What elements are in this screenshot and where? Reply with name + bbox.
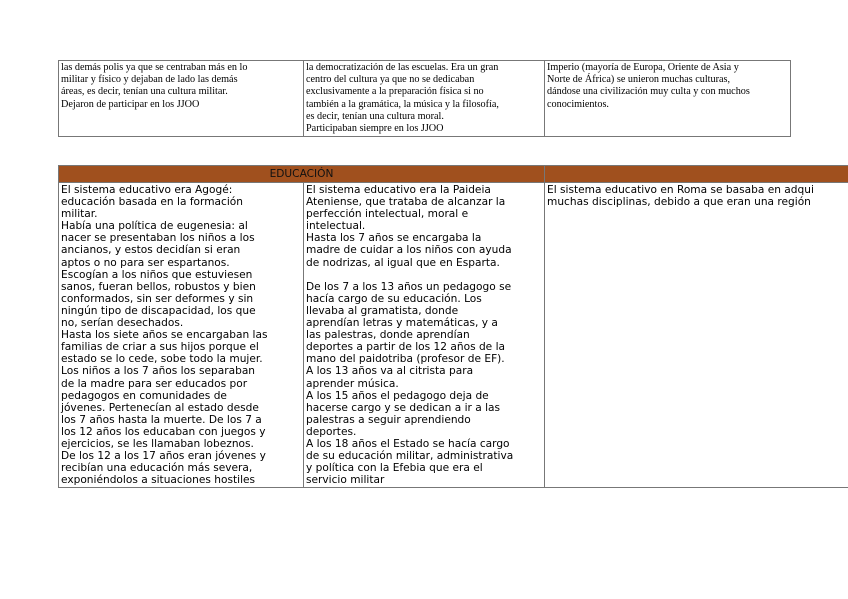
education-header-row [59,166,848,183]
rome-education-line-1: El sistema educativo en Roma se basaba en adqui [547,184,814,196]
rome-culture-cell: Imperio (mayoría de Europa, Oriente de Asia y Norte de África) se unieron muchas culturas, dándose una civilización muy culta y con muchos conocimientos. [545,61,791,137]
education-header-right [545,166,848,183]
table-row [59,183,848,488]
sparta-education-cell: El sistema educativo era Agogé: educación basada en la formación militar. Había una política de eugenesia: al nacer se presentaban los niños a los ancianos, y estos decidían si eran aptos o no para ser espartanos. Escogían a los niños que estuviesen sanos, fueran bellos, robustos y bien conformados, sin ser deformes y sin ningún tipo de discapacidad, los que no, serían desechados. Hasta los siete años se encargaban las familias de criar a sus hijos porque el estado se lo cede, sobe todo la mujer. Los niños a los 7 años los separaban de la madre para ser educados por pedagogos en comunidades de jóvenes. Pertenecían al estado desde los 7 años hasta la muerte. De los 7 a los 12 años los educaban con juegos y ejercicios, se les llamaban lobeznos. De los 12 a los 17 años eran jóvenes y recibían una educación más severa, exponiéndolos a situaciones hostiles [59,183,304,488]
rome-education-cell [545,183,848,488]
education-header: EDUCACIÓN [59,166,545,183]
sparta-culture-cell: las demás polis ya que se centraban más en lo militar y físico y dejaban de lado las demás áreas, es decir, tenían una cultura militar. Dejaron de participar en los JJOO [59,61,304,137]
education-table [58,165,848,488]
rome-education-line-2: muchas disciplinas, debido a que eran una región [547,196,811,209]
athens-education-cell: El sistema educativo era la Paideia Ateniense, que trataba de alcanzar la perfección intelectual, moral e intelectual. Hasta los 7 años se encargaba la madre de cuidar a los niños con ayuda de nodrizas, al igual que en Esparta. De los 7 a los 13 años un pedagogo se hacía cargo de su educación. Los llevaba al gramatista, donde aprendían letras y matemáticas, y a las palestras, donde aprendían deportes a partir de los 12 años de la mano del paidotriba (profesor de EF). A los 13 años va al citrista para aprender música. A los 15 años el pedagogo deja de hacerse cargo y se dedican a ir a las palestras a seguir aprendiendo deportes. A los 18 años el Estado se hacía cargo de su educación militar, administrativa y política con la Efebia que era el servicio militar [304,183,545,488]
table-row [59,61,791,137]
top-comparison-table [58,60,791,137]
athens-culture-cell: la democratización de las escuelas. Era un gran centro del cultura ya que no se dedicaban exclusivamente a la preparación física si no también a la gramática, la música y la filosofía, es decir, tenían una cultura moral. Participaban siempre en los JJOO [304,61,545,137]
